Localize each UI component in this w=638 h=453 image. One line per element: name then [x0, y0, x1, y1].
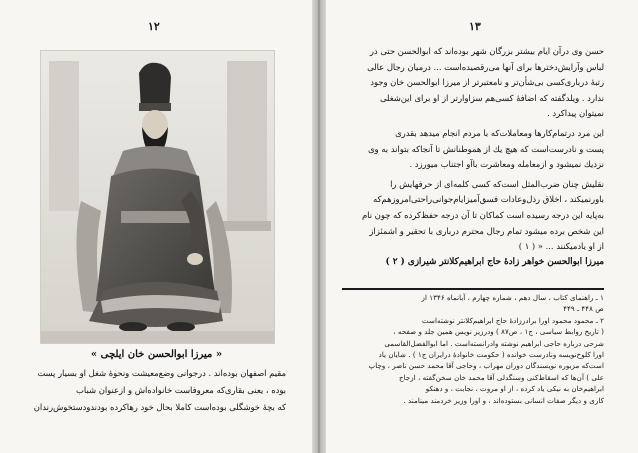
footnote-line: ۱ ـ راهنمای کتاب ، سال دهم ، شماره چهارم ، آبانماه ۱۳۴۶ از	[421, 293, 604, 302]
footnote-line: ابراهیم‌خان به نیکی یاد کرده ، از او مروت ، نجابت ، و دهنکو	[425, 384, 604, 394]
body-line: نمیتوان پیدا‌کرد .	[547, 108, 604, 119]
footnote-divider	[342, 288, 604, 290]
footnote-line: ص ۴۴۸ ـ ۴۴۹	[563, 304, 604, 314]
body-line: لباس وآرایش‌دختر‌ها برای آنها می‌رقصیده‌است ... درمیان رجال عالی	[367, 61, 604, 72]
right-page-number: ۱۳	[469, 20, 481, 33]
body-line: به‌پایه این درجه رسیده است کماکان تا آن درجه حفظ‌کرده که چون نام	[361, 209, 604, 220]
body-line: نزدیك نمیشود و از‌معامله ومعاشرت باآو اجتناب میورزد .	[409, 159, 604, 170]
body-line: این شخص برده میشود تمام رجال محترم درباری با تحقیر و اشمئزاز	[369, 225, 604, 236]
left-page	[0, 0, 312, 453]
portrait-engraving	[40, 50, 275, 344]
body-line: از او یادمیکنند ... « ( ۱ )	[518, 241, 604, 252]
footnotes	[342, 292, 604, 406]
body-line: پست و نادرست‌است که هیچ یك از هموطنانش تا آنجاکه بتواند به وی	[367, 143, 604, 154]
body-line: بوده ، یعنی بقاری‌که معروفاست خانواده‌اش و از‌عنوان شباب	[76, 385, 286, 395]
footnote-line: اورا کلوخ‌نویسه ونادرست خوانده ( حکومت خانوادهٔ درایران ج۱ ) . شایان یاد	[378, 349, 604, 359]
footnote-line: ۲ ـ محمود محمود اورا برادرزادهٔ حاج ابراهیم‌کلانتر نوشته‌است	[421, 315, 604, 325]
footnote-line: است‌که مزبوره نویسندگان دوران مهراب ، وحاجی آقا محمد حسن ناصر ، وچاپ	[368, 361, 604, 371]
body-line: نقلیش چنان ضرب‌المثل است‌که کسی کلمه‌ای از حرفهایش را	[390, 178, 604, 189]
portrait-caption: « میرزا ابوالحسن خان ایلچی »	[90, 349, 223, 360]
right-page-body	[342, 40, 604, 270]
body-line: باور‌نمیکند ، اخلاق رذل‌وعادات فسق‌آمیز‌ایام‌جوانی‌را‌حتی‌امروز‌هم‌که	[373, 194, 604, 205]
footnote-line: ( تاریخ روابط سیاسی ، ج۱ ، ص۸۷ ) ودر‌زیر نویس همین جلد و صفحه ،	[393, 327, 604, 337]
body-line: این مرد در‌تمام‌کارها ومعاملات‌که با مردم انجام میدهد بقدری	[395, 127, 604, 138]
paragraph-3	[342, 177, 604, 255]
section-title: میرزا ابوالحسن خواهر زادهٔ حاج ابراهیم‌کلانتر شیرازی ( ۲ )	[385, 256, 604, 267]
body-line: مقیم اصفهان بوده‌اند . درجوانی وضع‌معیشت ونحوهٔ شغل او بسیار پست	[37, 368, 286, 378]
footnote-line: علی ) آن‌ها که اسقاط‌کنی وسنگدلی آقا محمد خان سخن‌گفته ، ازجاج	[398, 372, 604, 382]
portrait-engraving-icon	[41, 51, 274, 343]
paragraph-1	[342, 44, 604, 122]
left-page-body	[24, 365, 286, 416]
footnote-line: شرحی درباره حاجی ابراهیم نوشته وادرانسته‌است . اما ابوالفضل‌القاسمی	[384, 338, 604, 348]
footnote-line: کاری و دیگر صفات انسانی بستوده‌اند ، و اورا وزیر خردمند مینامند .	[403, 395, 604, 405]
left-page-number: ۱۲	[148, 20, 160, 33]
body-line: ندارد . ویلدگفته که اضافهٔ کسی‌هم سزاوار‌تر از او برای این‌شغلی	[379, 92, 604, 103]
body-line: که بچهٔ خوشگلی بوده‌است کاملا بحال خود رها‌کرده بودند‌ودستخوش‌رندان	[33, 402, 286, 412]
body-line: رتبهٔ درباری‌کسی بی‌شأن‌تر و نامعتبر‌تر از میرزا ابوالحسن خان وجود	[370, 77, 604, 88]
book-gutter	[312, 0, 326, 453]
body-line: حسن وی در‌آن ایام بیشتر بزرگان شهر بوده‌اند که ابوالحسن حتی در	[369, 46, 604, 56]
paragraph-2	[342, 126, 604, 173]
